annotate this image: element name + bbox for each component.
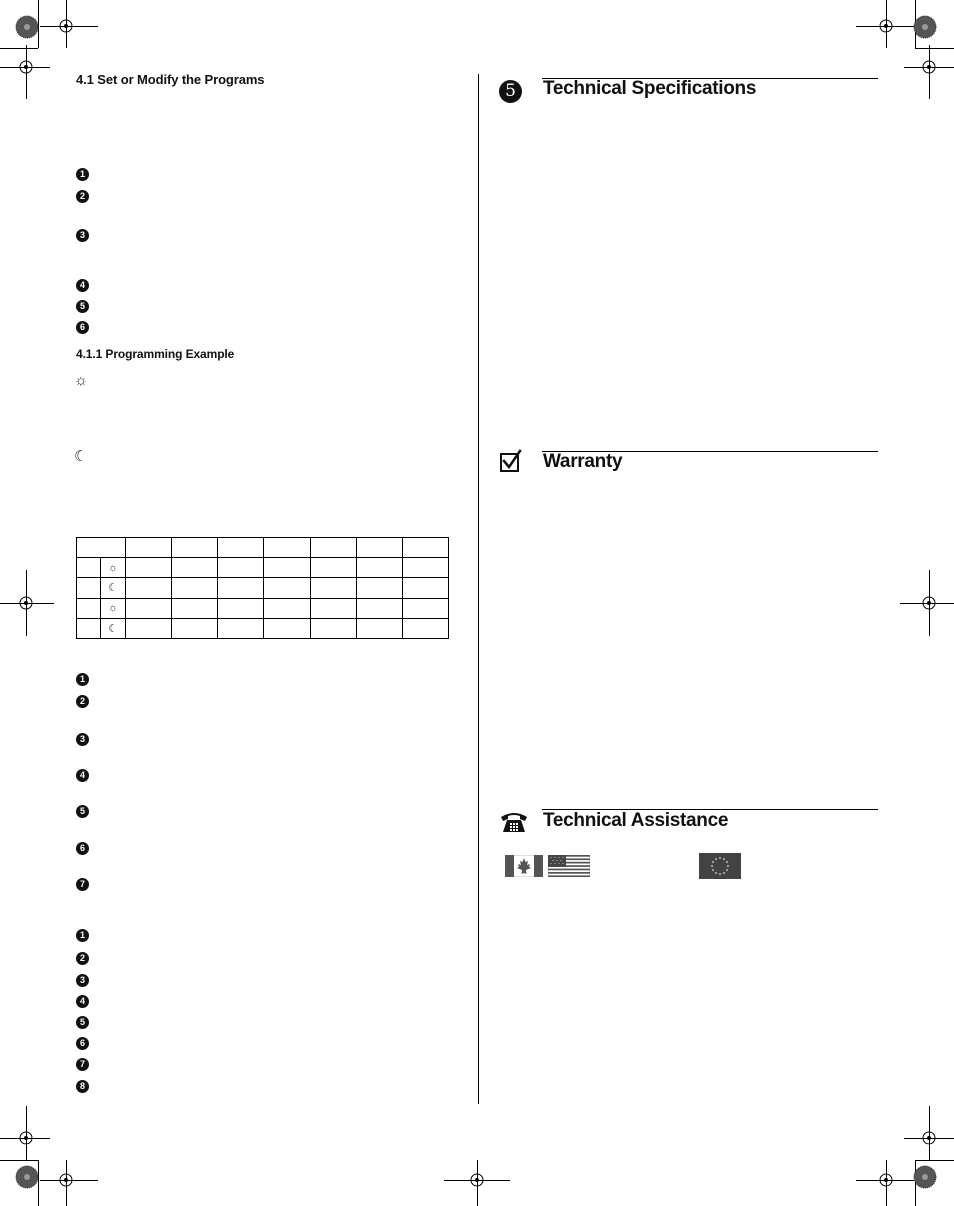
table-row	[77, 538, 449, 558]
step-number: 5	[76, 1016, 89, 1029]
sun-icon: ☼	[101, 598, 126, 618]
moon-icon: ☾	[74, 448, 88, 465]
canada-flag-icon	[505, 855, 543, 877]
column-divider	[478, 74, 479, 1104]
eu-flag-icon	[699, 853, 741, 879]
step-number: 5	[76, 300, 89, 313]
checkbox-icon	[500, 453, 519, 472]
step-number: 2	[76, 952, 89, 965]
section-title-warranty: Warranty	[543, 451, 623, 472]
step-number: 6	[76, 321, 89, 334]
program-table	[76, 537, 449, 639]
step-number: 4	[76, 995, 89, 1008]
step-number: 1	[76, 673, 89, 686]
step-number: 2	[76, 190, 89, 203]
section-title-technical-assistance: Technical Assistance	[543, 810, 729, 831]
step-number: 3	[76, 229, 89, 242]
step-number: 5	[76, 805, 89, 818]
telephone-icon	[499, 810, 529, 834]
table-row	[77, 578, 449, 598]
moon-icon: ☾	[101, 578, 126, 598]
sun-icon: ☼	[101, 558, 126, 578]
moon-icon: ☾	[101, 618, 126, 638]
step-number: 3	[76, 733, 89, 746]
step-number: 2	[76, 695, 89, 708]
table-row	[77, 558, 449, 578]
step-number: 1	[76, 929, 89, 942]
table-row	[77, 618, 449, 638]
step-number: 4	[76, 769, 89, 782]
step-number: 6	[76, 1037, 89, 1050]
step-number: 7	[76, 878, 89, 891]
step-number: 1	[76, 168, 89, 181]
table-row	[77, 598, 449, 618]
subsection-title-programming-example: 4.1.1 Programming Example	[76, 347, 235, 361]
section-title-technical-specifications: Technical Specifications	[543, 78, 757, 99]
step-number: 4	[76, 279, 89, 292]
step-number: 8	[76, 1080, 89, 1093]
section-number-badge: 5	[499, 80, 522, 103]
step-number: 7	[76, 1058, 89, 1071]
usa-flag-icon	[548, 855, 590, 877]
step-number: 3	[76, 974, 89, 987]
sun-icon: ☼	[74, 372, 88, 389]
step-number: 6	[76, 842, 89, 855]
section-title-set-programs: 4.1 Set or Modify the Programs	[76, 72, 265, 87]
